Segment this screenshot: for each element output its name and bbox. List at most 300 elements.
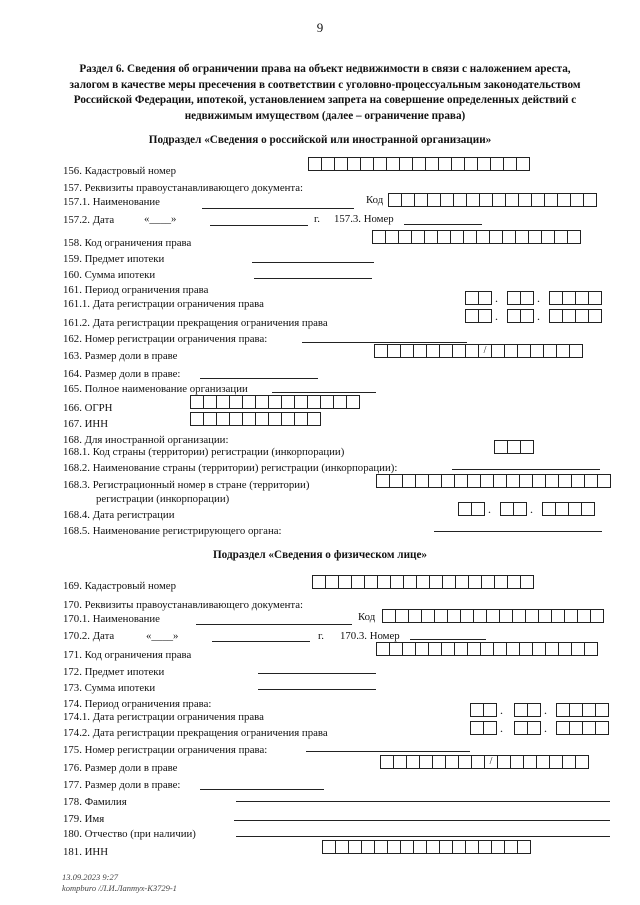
field-157-2-day[interactable]: «____» <box>144 213 177 225</box>
entry-box[interactable] <box>481 575 495 589</box>
entry-box[interactable] <box>571 474 585 488</box>
entry-box[interactable] <box>541 230 555 244</box>
entry-box[interactable] <box>542 502 556 516</box>
entry-box[interactable] <box>590 609 604 623</box>
entry-box[interactable] <box>492 193 506 207</box>
entry-box[interactable] <box>351 575 365 589</box>
entry-box[interactable] <box>595 703 609 717</box>
entry-box[interactable] <box>438 157 452 171</box>
entry-box[interactable] <box>538 609 552 623</box>
field-170-2-month-line[interactable] <box>212 641 310 642</box>
entry-box[interactable] <box>465 309 479 323</box>
entry-box[interactable] <box>308 157 322 171</box>
entry-box[interactable] <box>454 474 468 488</box>
entry-box[interactable] <box>268 395 282 409</box>
field-163-label: 163. Размер доли в праве <box>63 350 178 362</box>
entry-box[interactable] <box>401 193 415 207</box>
entry-box[interactable] <box>543 344 557 358</box>
field-180-label: 180. Отчество (при наличии) <box>63 828 196 840</box>
field-157-1-line[interactable] <box>202 208 354 209</box>
entry-box[interactable] <box>412 157 426 171</box>
entry-box[interactable] <box>364 575 378 589</box>
entry-box[interactable] <box>460 609 474 623</box>
field-175-line[interactable] <box>306 751 470 752</box>
entry-box[interactable] <box>493 474 507 488</box>
entry-box[interactable] <box>380 755 394 769</box>
field-158-boxes[interactable] <box>372 230 580 244</box>
entry-box[interactable] <box>584 642 598 656</box>
entry-box[interactable] <box>445 755 459 769</box>
entry-box[interactable] <box>458 502 472 516</box>
entry-box[interactable] <box>490 157 504 171</box>
entry-box[interactable] <box>517 840 531 854</box>
entry-box[interactable] <box>451 157 465 171</box>
entry-box[interactable] <box>515 230 529 244</box>
entry-box[interactable] <box>395 609 409 623</box>
field-174-1-day-boxes[interactable] <box>470 703 496 717</box>
entry-box[interactable] <box>466 193 480 207</box>
entry-box[interactable] <box>478 291 492 305</box>
entry-box[interactable] <box>307 395 321 409</box>
entry-box[interactable] <box>583 193 597 207</box>
entry-box[interactable] <box>470 703 484 717</box>
entry-box[interactable] <box>399 157 413 171</box>
entry-box[interactable] <box>504 344 518 358</box>
field-170-code-label: Код <box>358 611 376 623</box>
entry-box[interactable] <box>428 642 442 656</box>
entry-box[interactable] <box>551 609 565 623</box>
entry-box[interactable] <box>555 502 569 516</box>
entry-box[interactable] <box>532 474 546 488</box>
entry-box[interactable] <box>545 474 559 488</box>
field-179-label: 179. Имя <box>63 813 105 825</box>
entry-box[interactable] <box>465 291 479 305</box>
entry-box[interactable] <box>468 575 482 589</box>
entry-box[interactable] <box>577 609 591 623</box>
field-161-1-year-boxes[interactable] <box>549 291 601 305</box>
entry-box[interactable] <box>470 721 484 735</box>
entry-box[interactable] <box>575 755 589 769</box>
entry-box[interactable] <box>549 755 563 769</box>
entry-box[interactable] <box>360 157 374 171</box>
entry-box[interactable] <box>471 502 485 516</box>
field-166-ogrn-boxes[interactable] <box>190 395 359 409</box>
entry-box[interactable] <box>494 575 508 589</box>
entry-box[interactable] <box>411 230 425 244</box>
entry-box[interactable] <box>281 395 295 409</box>
entry-box[interactable] <box>321 157 335 171</box>
entry-box[interactable] <box>575 309 589 323</box>
entry-box[interactable] <box>567 230 581 244</box>
entry-box[interactable] <box>477 157 491 171</box>
entry-box[interactable] <box>549 309 563 323</box>
entry-box[interactable] <box>558 474 572 488</box>
entry-box[interactable] <box>582 721 596 735</box>
entry-box[interactable] <box>325 575 339 589</box>
entry-box[interactable] <box>372 230 386 244</box>
entry-box[interactable] <box>389 642 403 656</box>
field-180-line[interactable] <box>236 836 610 837</box>
entry-box[interactable] <box>523 755 537 769</box>
entry-box[interactable] <box>504 840 518 854</box>
entry-box[interactable] <box>497 755 511 769</box>
entry-box[interactable] <box>588 291 602 305</box>
entry-box[interactable] <box>520 291 534 305</box>
entry-box[interactable] <box>447 609 461 623</box>
entry-box[interactable] <box>281 412 295 426</box>
entry-box[interactable] <box>491 344 505 358</box>
entry-box[interactable] <box>480 474 494 488</box>
field-169-cadastral-boxes[interactable] <box>312 575 533 589</box>
field-161-2-day-boxes[interactable] <box>465 309 491 323</box>
entry-box[interactable] <box>569 721 583 735</box>
field-160-line[interactable] <box>254 278 372 279</box>
entry-box[interactable] <box>558 642 572 656</box>
entry-box[interactable] <box>426 344 440 358</box>
entry-box[interactable] <box>190 412 204 426</box>
entry-box[interactable] <box>556 703 570 717</box>
entry-box[interactable] <box>568 502 582 516</box>
entry-box[interactable] <box>348 840 362 854</box>
field-161-label: 161. Период ограничения права <box>63 284 209 296</box>
entry-box[interactable] <box>387 840 401 854</box>
field-161-2-year-boxes[interactable] <box>549 309 601 323</box>
field-181-inn-boxes[interactable] <box>322 840 530 854</box>
date-dot: . <box>544 703 547 717</box>
entry-box[interactable] <box>597 474 611 488</box>
entry-box[interactable] <box>415 642 429 656</box>
entry-box[interactable] <box>517 344 531 358</box>
entry-box[interactable] <box>520 440 534 454</box>
entry-box[interactable] <box>429 575 443 589</box>
entry-box[interactable] <box>382 609 396 623</box>
entry-box[interactable] <box>413 344 427 358</box>
entry-box[interactable] <box>483 703 497 717</box>
field-168-4-month-boxes[interactable] <box>500 502 526 516</box>
entry-box[interactable] <box>312 575 326 589</box>
entry-box[interactable] <box>268 412 282 426</box>
entry-box[interactable] <box>562 755 576 769</box>
field-161-1-month-boxes[interactable] <box>507 291 533 305</box>
entry-box[interactable] <box>510 755 524 769</box>
entry-box[interactable] <box>415 474 429 488</box>
entry-box[interactable] <box>387 344 401 358</box>
entry-box[interactable] <box>441 642 455 656</box>
entry-box[interactable] <box>549 291 563 305</box>
entry-box[interactable] <box>388 193 402 207</box>
entry-box[interactable] <box>442 575 456 589</box>
entry-box[interactable] <box>389 474 403 488</box>
entry-box[interactable] <box>424 230 438 244</box>
entry-box[interactable] <box>322 840 336 854</box>
field-174-1-month-boxes[interactable] <box>514 703 540 717</box>
field-177-line[interactable] <box>200 789 324 790</box>
field-168-1-boxes[interactable] <box>494 440 533 454</box>
entry-box[interactable] <box>536 755 550 769</box>
entry-box[interactable] <box>338 575 352 589</box>
entry-box[interactable] <box>393 755 407 769</box>
entry-box[interactable] <box>450 230 464 244</box>
entry-box[interactable] <box>588 309 602 323</box>
entry-box[interactable] <box>439 344 453 358</box>
entry-box[interactable] <box>242 412 256 426</box>
entry-box[interactable] <box>516 157 530 171</box>
field-161-1-day-boxes[interactable] <box>465 291 491 305</box>
entry-box[interactable] <box>242 395 256 409</box>
entry-box[interactable] <box>425 157 439 171</box>
entry-box[interactable] <box>507 291 521 305</box>
entry-box[interactable] <box>402 474 416 488</box>
entry-box[interactable] <box>503 157 517 171</box>
entry-box[interactable] <box>525 609 539 623</box>
entry-box[interactable] <box>479 193 493 207</box>
entry-box[interactable] <box>398 230 412 244</box>
entry-box[interactable] <box>414 193 428 207</box>
entry-box[interactable] <box>562 291 576 305</box>
entry-box[interactable] <box>386 157 400 171</box>
entry-box[interactable] <box>581 502 595 516</box>
entry-box[interactable] <box>426 840 440 854</box>
entry-box[interactable] <box>519 474 533 488</box>
entry-box[interactable] <box>413 840 427 854</box>
entry-box[interactable] <box>465 344 479 358</box>
date-dot: . <box>488 502 491 516</box>
entry-box[interactable] <box>471 755 485 769</box>
entry-box[interactable] <box>519 642 533 656</box>
field-163-share-boxes[interactable] <box>374 344 582 358</box>
entry-box[interactable] <box>255 395 269 409</box>
entry-box[interactable] <box>556 344 570 358</box>
entry-box[interactable] <box>480 642 494 656</box>
entry-box[interactable] <box>500 502 514 516</box>
entry-box[interactable] <box>427 193 441 207</box>
entry-box[interactable] <box>554 230 568 244</box>
entry-box[interactable] <box>507 575 521 589</box>
entry-box[interactable] <box>467 642 481 656</box>
entry-box[interactable] <box>458 755 472 769</box>
field-176-share-boxes[interactable] <box>380 755 588 769</box>
entry-box[interactable] <box>441 474 455 488</box>
field-157-1-label: 157.1. Наименование <box>63 196 160 208</box>
entry-box[interactable] <box>527 703 541 717</box>
entry-box[interactable] <box>376 642 390 656</box>
entry-box[interactable] <box>562 309 576 323</box>
entry-box[interactable] <box>575 291 589 305</box>
field-158-label: 158. Код ограничения права <box>63 237 192 249</box>
field-157-3-line[interactable] <box>404 224 482 225</box>
entry-box[interactable] <box>476 230 490 244</box>
field-170-code-boxes[interactable] <box>382 609 603 623</box>
field-170-2-day[interactable]: «____» <box>146 630 179 642</box>
field-174-2-year-boxes[interactable] <box>556 721 608 735</box>
entry-box[interactable] <box>190 395 204 409</box>
entry-box[interactable] <box>216 395 230 409</box>
entry-box[interactable] <box>491 840 505 854</box>
field-171-boxes[interactable] <box>376 642 597 656</box>
field-168-5-line[interactable] <box>434 531 602 532</box>
entry-box[interactable] <box>437 230 451 244</box>
entry-box[interactable] <box>333 395 347 409</box>
field-162-line[interactable] <box>302 342 467 343</box>
entry-box[interactable] <box>564 609 578 623</box>
entry-box[interactable] <box>478 840 492 854</box>
entry-box[interactable] <box>545 642 559 656</box>
entry-box[interactable] <box>520 309 534 323</box>
entry-box[interactable] <box>229 395 243 409</box>
entry-box[interactable] <box>595 721 609 735</box>
field-178-line[interactable] <box>236 801 610 802</box>
entry-box[interactable] <box>402 642 416 656</box>
entry-box[interactable] <box>512 609 526 623</box>
entry-box[interactable] <box>571 642 585 656</box>
entry-box[interactable] <box>473 609 487 623</box>
entry-box[interactable] <box>428 474 442 488</box>
field-170-2-year-label: г. <box>318 630 324 642</box>
entry-box[interactable] <box>520 575 534 589</box>
entry-box[interactable] <box>416 575 430 589</box>
entry-box[interactable] <box>486 609 500 623</box>
entry-box[interactable] <box>493 642 507 656</box>
entry-box[interactable] <box>557 193 571 207</box>
entry-box[interactable] <box>440 193 454 207</box>
entry-box[interactable] <box>530 344 544 358</box>
date-dot: . <box>530 502 533 516</box>
entry-box[interactable] <box>582 703 596 717</box>
field-174-1-year-boxes[interactable] <box>556 703 608 717</box>
share-separator-box[interactable]: / <box>484 755 498 769</box>
entry-box[interactable] <box>514 721 528 735</box>
entry-box[interactable] <box>307 412 321 426</box>
page-number: 9 <box>316 20 324 35</box>
entry-box[interactable] <box>452 344 466 358</box>
field-159-line[interactable] <box>252 262 374 263</box>
entry-box[interactable] <box>373 157 387 171</box>
subsection-org-title: Подраздел «Сведения о российской или иностранной организации» <box>148 134 492 146</box>
entry-box[interactable] <box>467 474 481 488</box>
entry-box[interactable] <box>374 344 388 358</box>
entry-box[interactable] <box>294 395 308 409</box>
entry-box[interactable] <box>505 193 519 207</box>
entry-box[interactable] <box>452 840 466 854</box>
entry-box[interactable] <box>403 575 417 589</box>
entry-box[interactable] <box>502 230 516 244</box>
entry-box[interactable] <box>514 703 528 717</box>
entry-box[interactable] <box>494 440 508 454</box>
entry-box[interactable] <box>527 721 541 735</box>
entry-box[interactable] <box>439 840 453 854</box>
entry-box[interactable] <box>453 193 467 207</box>
entry-box[interactable] <box>377 575 391 589</box>
entry-box[interactable] <box>229 412 243 426</box>
field-164-line[interactable] <box>200 378 318 379</box>
field-179-line[interactable] <box>234 820 610 821</box>
entry-box[interactable] <box>518 193 532 207</box>
entry-box[interactable] <box>434 609 448 623</box>
field-174-2-day-boxes[interactable] <box>470 721 496 735</box>
entry-box[interactable] <box>390 575 404 589</box>
entry-box[interactable] <box>376 474 390 488</box>
entry-box[interactable] <box>335 840 349 854</box>
field-172-line[interactable] <box>258 673 376 674</box>
entry-box[interactable] <box>361 840 375 854</box>
entry-box[interactable] <box>584 474 598 488</box>
entry-box[interactable] <box>478 309 492 323</box>
entry-box[interactable] <box>570 193 584 207</box>
field-157-code-boxes[interactable] <box>388 193 596 207</box>
field-170-1-line[interactable] <box>196 624 352 625</box>
entry-box[interactable] <box>203 412 217 426</box>
entry-box[interactable] <box>569 703 583 717</box>
entry-box[interactable] <box>334 157 348 171</box>
field-168-4-day-boxes[interactable] <box>458 502 484 516</box>
entry-box[interactable] <box>506 642 520 656</box>
entry-box[interactable] <box>400 840 414 854</box>
field-157-3-label: 157.3. Номер <box>334 213 394 225</box>
entry-box[interactable] <box>419 755 433 769</box>
entry-box[interactable] <box>528 230 542 244</box>
field-168-2-line[interactable] <box>452 469 600 470</box>
entry-box[interactable] <box>347 157 361 171</box>
entry-box[interactable] <box>483 721 497 735</box>
entry-box[interactable] <box>294 412 308 426</box>
field-168-4-year-boxes[interactable] <box>542 502 594 516</box>
entry-box[interactable] <box>531 193 545 207</box>
entry-box[interactable] <box>513 502 527 516</box>
entry-box[interactable] <box>454 642 468 656</box>
entry-box[interactable] <box>556 721 570 735</box>
entry-box[interactable] <box>489 230 503 244</box>
entry-box[interactable] <box>455 575 469 589</box>
entry-box[interactable] <box>374 840 388 854</box>
entry-box[interactable] <box>216 412 230 426</box>
entry-box[interactable] <box>432 755 446 769</box>
field-161-2-month-boxes[interactable] <box>507 309 533 323</box>
entry-box[interactable] <box>203 395 217 409</box>
entry-box[interactable] <box>569 344 583 358</box>
field-170-3-line[interactable] <box>410 639 486 640</box>
field-165-line[interactable] <box>272 392 376 393</box>
field-174-1-label: 174.1. Дата регистрации ограничения права <box>63 711 264 723</box>
share-separator-box[interactable]: / <box>478 344 492 358</box>
entry-box[interactable] <box>385 230 399 244</box>
entry-box[interactable] <box>544 193 558 207</box>
field-167-inn-boxes[interactable] <box>190 412 320 426</box>
entry-box[interactable] <box>400 344 414 358</box>
entry-box[interactable] <box>464 157 478 171</box>
entry-box[interactable] <box>255 412 269 426</box>
entry-box[interactable] <box>346 395 360 409</box>
entry-box[interactable] <box>465 840 479 854</box>
field-156-cadastral-boxes[interactable] <box>308 157 529 171</box>
field-173-line[interactable] <box>258 689 376 690</box>
entry-box[interactable] <box>463 230 477 244</box>
field-170-3-label: 170.3. Номер <box>340 630 400 642</box>
entry-box[interactable] <box>408 609 422 623</box>
field-157-2-month-line[interactable] <box>210 225 308 226</box>
entry-box[interactable] <box>507 440 521 454</box>
entry-box[interactable] <box>320 395 334 409</box>
entry-box[interactable] <box>506 474 520 488</box>
entry-box[interactable] <box>406 755 420 769</box>
entry-box[interactable] <box>499 609 513 623</box>
field-174-2-month-boxes[interactable] <box>514 721 540 735</box>
field-174-label: 174. Период ограничения права: <box>63 698 212 710</box>
field-168-3-boxes[interactable] <box>376 474 610 488</box>
entry-box[interactable] <box>507 309 521 323</box>
field-170-2-label: 170.2. Дата <box>63 630 115 642</box>
entry-box[interactable] <box>421 609 435 623</box>
entry-box[interactable] <box>532 642 546 656</box>
